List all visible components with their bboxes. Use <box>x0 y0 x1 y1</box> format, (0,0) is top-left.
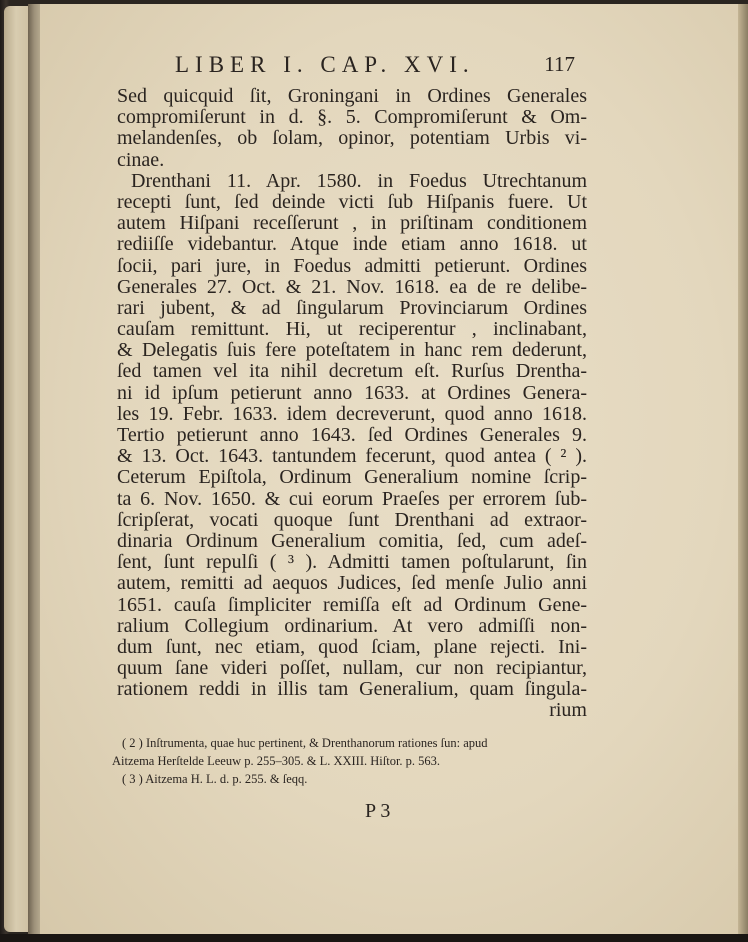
footnote-2-continued: Aitzema Herſtelde Leeuw p. 255–305. & L. XXIII. Hiſtor. p. 563. <box>112 754 441 768</box>
running-head-title: LIBER I. CAP. XVI. <box>175 52 475 77</box>
text-line: autem Hiſpani receſſerunt , in priſtinam conditionem <box>117 212 587 235</box>
text-line: rium <box>549 699 587 722</box>
text-line: rationem reddi in illis tam Generalium, quam ſingula- <box>117 678 587 701</box>
text-line: 1651. cauſa ſimpliciter remiſſa eſt ad Ordinum Gene- <box>117 593 587 616</box>
text-line: & 13. Oct. 1643. tantundem fecerunt, quod antea ( ² ). <box>117 445 587 468</box>
text-line: compromiſerunt in d. §. 5. Compromiſerunt & Om- <box>117 106 587 129</box>
text-line: Ceterum Epiſtola, Ordinum Generalium nomine ſcrip- <box>117 466 587 489</box>
running-head <box>135 52 605 84</box>
text-line: Sed quicquid ſit, Groningani in Ordines Generales <box>117 85 587 107</box>
text-line: quum ſane videri poſſet, nullam, cur non recipiantur, <box>117 657 587 680</box>
text-line: ſcripſerat, vocati quoque ſunt Drenthani ad extraor- <box>117 508 587 531</box>
page-fore-edge <box>738 4 748 936</box>
text-line: recepti ſunt, ſed deinde victi ſub Hiſpanis fuere. Ut <box>117 190 587 213</box>
text-line: & Delegatis ſuis fere poteſtatem in hanc rem dederunt, <box>117 339 587 362</box>
signature-mark: P 3 <box>365 800 391 822</box>
text-line: rari jubent, & ad ſingularum Provinciarum Ordines <box>117 296 587 319</box>
text-line: Generales 27. Oct. & 21. Nov. 1618. ea de re delibe- <box>117 275 587 298</box>
text-line: melandenſes, ob ſolam, opinor, potentiam Urbis vi- <box>117 127 587 150</box>
footnote-3: ( 3 ) Aitzema H. L. d. p. 255. & ſeqq. <box>122 772 308 786</box>
text-line: ni id ipſum petierunt anno 1633. at Ordines Genera- <box>117 381 587 404</box>
text-line: rediiſſe videbantur. Atque inde etiam anno 1618. ut <box>117 233 587 256</box>
text-line: ralium Collegium ordinarium. At vero admiſſi non- <box>117 614 587 637</box>
body-text <box>117 86 587 722</box>
page-number: 117 <box>544 52 575 76</box>
text-line: ſocii, pari jure, in Foedus admitti petierunt. Ordines <box>117 254 587 277</box>
text-line: dinaria Ordinum Generalium comitia, ſed, cum adeſ- <box>117 529 587 552</box>
footnotes <box>112 734 592 788</box>
text-line: cinae. <box>117 148 165 171</box>
footnote-2: ( 2 ) Inſtrumenta, quae huc pertinent, & Drenthanorum rationes ſun: apud <box>122 736 488 750</box>
text-line: cauſam remittunt. Hi, ut reciperentur , inclinabant, <box>117 318 587 341</box>
text-line: dum ſunt, nec etiam, quod ſciam, plane rejecti. Ini- <box>117 635 587 658</box>
text-line: les 19. Febr. 1633. idem decreverunt, quod anno 1618. <box>117 402 587 425</box>
text-line: ta 6. Nov. 1650. & cui eorum Praeſes per errorem ſub- <box>117 487 587 510</box>
scan-bottom-border <box>0 934 748 942</box>
text-line: ſent, ſunt repulſi ( ³ ). Admitti tamen poſtularunt, ſin <box>117 551 587 574</box>
text-line: autem, remitti ad aequos Judices, ſed menſe Julio anni <box>117 572 587 595</box>
text-line: Tertio petierunt anno 1643. ſed Ordines Generales 9. <box>117 424 587 446</box>
text-line: ſed tamen vel ita nihil decretum eſt. Rurſus Drentha- <box>117 360 587 383</box>
text-line: Drenthani 11. Apr. 1580. in Foedus Utrechtanum <box>131 169 587 192</box>
